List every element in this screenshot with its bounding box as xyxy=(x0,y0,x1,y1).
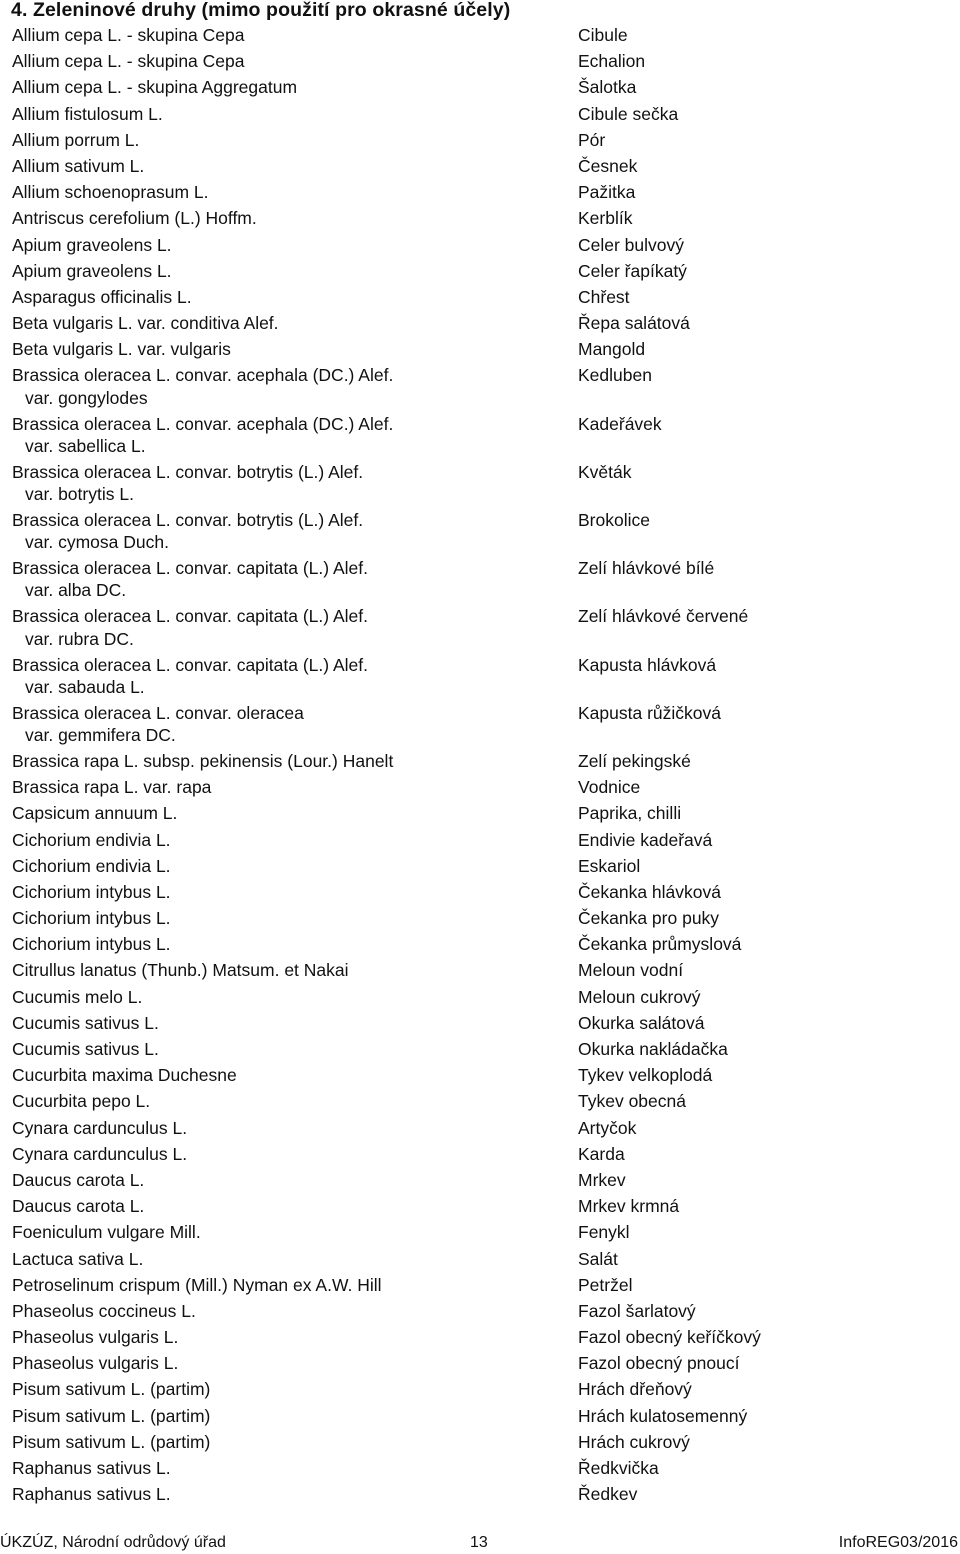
species-row xyxy=(0,1221,960,1247)
species-row xyxy=(0,103,960,129)
latin-name-line: Brassica oleracea L. convar. botrytis (L.) Alef. xyxy=(12,461,364,482)
latin-name xyxy=(12,776,572,798)
latin-name-line: Lactuca sativa L. xyxy=(12,1248,144,1269)
czech-name: Čekanka pro puky xyxy=(578,908,720,929)
czech-name: Zelí pekingské xyxy=(578,750,691,771)
latin-name-line: Cucumis melo L. xyxy=(12,986,143,1007)
latin-name xyxy=(12,1483,572,1505)
latin-name xyxy=(12,1457,572,1479)
species-row xyxy=(0,338,960,364)
latin-name-line: Phaseolus vulgaris L. xyxy=(12,1353,179,1374)
latin-name xyxy=(12,509,572,553)
latin-name-line: Phaseolus coccineus L. xyxy=(12,1300,196,1321)
latin-name-line: Brassica rapa L. var. rapa xyxy=(12,777,212,798)
latin-name xyxy=(12,155,572,177)
species-row xyxy=(0,1326,960,1352)
latin-name-line: Raphanus sativus L. xyxy=(12,1484,171,1505)
latin-name-line: Pisum sativum L. (partim) xyxy=(12,1431,211,1452)
czech-name: Kapusta růžičková xyxy=(578,702,721,723)
latin-name-line: Cucumis sativus L. xyxy=(12,1012,159,1033)
latin-name xyxy=(12,1195,572,1217)
latin-name xyxy=(12,654,572,698)
latin-variety-line: var. rubra DC. xyxy=(25,628,134,649)
species-row xyxy=(0,855,960,881)
czech-name: Kerblík xyxy=(578,208,633,229)
latin-name xyxy=(12,702,572,746)
czech-name: Ředkev xyxy=(578,1484,638,1505)
latin-name-line: Allium schoenoprasum L. xyxy=(12,182,209,203)
latin-name xyxy=(12,1064,572,1086)
species-row xyxy=(0,50,960,76)
czech-name: Čekanka průmyslová xyxy=(578,934,742,955)
latin-name xyxy=(12,1352,572,1374)
species-row xyxy=(0,1300,960,1326)
czech-name: Čekanka hlávková xyxy=(578,881,721,902)
czech-name: Celer řapíkatý xyxy=(578,260,687,281)
species-row xyxy=(0,829,960,855)
latin-name xyxy=(12,461,572,505)
species-row xyxy=(0,750,960,776)
czech-name: Kadeřávek xyxy=(578,413,662,434)
latin-name-line: Cucumis sativus L. xyxy=(12,1039,159,1059)
species-row xyxy=(0,1090,960,1116)
czech-name: Vodnice xyxy=(578,777,641,798)
czech-name: Tykev velkoplodá xyxy=(578,1065,713,1086)
latin-name xyxy=(12,1248,572,1270)
species-row xyxy=(0,907,960,933)
czech-name: Meloun cukrový xyxy=(578,986,701,1007)
species-row xyxy=(0,509,960,557)
czech-name: Kedluben xyxy=(578,365,652,386)
latin-name xyxy=(12,1274,572,1296)
species-row xyxy=(0,312,960,338)
czech-name: Řepa salátová xyxy=(578,313,690,334)
species-row xyxy=(0,260,960,286)
czech-name: Zelí hlávkové bílé xyxy=(578,558,715,579)
latin-name xyxy=(12,986,572,1008)
latin-name-line: Brassica oleracea L. convar. oleracea xyxy=(12,702,304,723)
latin-name xyxy=(12,933,572,955)
latin-name-line: Allium cepa L. - skupina Cepa xyxy=(12,51,245,72)
czech-name: Meloun vodní xyxy=(578,960,684,981)
latin-name xyxy=(12,24,572,46)
latin-name xyxy=(12,1326,572,1348)
czech-name: Petržel xyxy=(578,1274,633,1295)
latin-name xyxy=(12,750,572,772)
latin-name xyxy=(12,557,572,601)
species-row xyxy=(0,605,960,653)
latin-name-line: Cynara cardunculus L. xyxy=(12,1143,188,1164)
czech-name: Eskariol xyxy=(578,855,641,876)
czech-name: Česnek xyxy=(578,155,638,176)
species-row xyxy=(0,24,960,50)
species-row xyxy=(0,364,960,412)
species-row xyxy=(0,1169,960,1195)
species-row xyxy=(0,1431,960,1457)
latin-name-line: Citrullus lanatus (Thunb.) Matsum. et Nakai xyxy=(12,960,349,981)
species-row xyxy=(0,1378,960,1404)
latin-name-line: Cichorium intybus L. xyxy=(12,934,171,955)
latin-name-line: Brassica oleracea L. convar. acephala (DC.) Alef. xyxy=(12,365,394,386)
latin-name xyxy=(12,1090,572,1112)
czech-name: Fenykl xyxy=(578,1222,630,1243)
czech-name: Okurka salátová xyxy=(578,1012,705,1033)
latin-name-line: Daucus carota L. xyxy=(12,1196,145,1217)
footer-page-number: 13 xyxy=(470,1534,488,1551)
latin-name-line: Brassica oleracea L. convar. botrytis (L.) Alef. xyxy=(12,510,364,530)
latin-name xyxy=(12,855,572,877)
footer-publisher: ÚKZÚZ, Národní odrůdový úřad xyxy=(0,1534,226,1551)
latin-name xyxy=(12,286,572,308)
latin-name xyxy=(12,1405,572,1427)
czech-name: Fazol obecný pnoucí xyxy=(578,1353,740,1374)
latin-variety-line: var. alba DC. xyxy=(25,580,127,601)
latin-name xyxy=(12,907,572,929)
latin-name xyxy=(12,1431,572,1453)
latin-variety-line: var. gongylodes xyxy=(25,387,148,408)
czech-name: Šalotka xyxy=(578,77,637,98)
species-row xyxy=(0,207,960,233)
latin-name-line: Cichorium endivia L. xyxy=(12,855,171,876)
latin-name xyxy=(12,129,572,151)
czech-name: Fazol šarlatový xyxy=(578,1300,696,1321)
latin-name-line: Cucurbita pepo L. xyxy=(12,1091,151,1112)
latin-name xyxy=(12,959,572,981)
latin-name xyxy=(12,103,572,125)
latin-name xyxy=(12,413,572,457)
latin-name xyxy=(12,181,572,203)
latin-name-line: Cichorium intybus L. xyxy=(12,881,171,902)
czech-name: Zelí hlávkové červené xyxy=(578,606,749,627)
latin-name-line: Brassica oleracea L. convar. capitata (L.) Alef. xyxy=(12,654,369,675)
czech-name: Brokolice xyxy=(578,510,650,530)
latin-variety-line: var. botrytis L. xyxy=(25,484,134,505)
species-row xyxy=(0,234,960,260)
latin-name xyxy=(12,312,572,334)
latin-name xyxy=(12,260,572,282)
czech-name: Mrkev krmná xyxy=(578,1196,680,1217)
latin-name xyxy=(12,802,572,824)
species-row xyxy=(0,76,960,102)
czech-name: Echalion xyxy=(578,51,646,72)
czech-name: Celer bulvový xyxy=(578,234,685,255)
latin-name xyxy=(12,50,572,72)
species-row xyxy=(0,1352,960,1378)
species-row xyxy=(0,155,960,181)
species-row xyxy=(0,702,960,750)
species-row xyxy=(0,557,960,605)
species-row xyxy=(0,413,960,461)
latin-name-line: Petroselinum crispum (Mill.) Nyman ex A.W. Hill xyxy=(12,1274,382,1295)
species-row xyxy=(0,129,960,155)
species-row xyxy=(0,286,960,312)
latin-name xyxy=(12,1169,572,1191)
species-row xyxy=(0,654,960,702)
species-list xyxy=(0,24,960,1509)
latin-name-line: Phaseolus vulgaris L. xyxy=(12,1327,179,1348)
species-row xyxy=(0,181,960,207)
czech-name: Pažitka xyxy=(578,182,636,203)
latin-name-line: Antriscus cerefolium (L.) Hoffm. xyxy=(12,208,257,229)
species-row xyxy=(0,986,960,1012)
latin-name xyxy=(12,1378,572,1400)
species-row xyxy=(0,461,960,509)
latin-name xyxy=(12,1012,572,1034)
page-footer xyxy=(0,1532,960,1554)
czech-name: Mangold xyxy=(578,339,646,360)
species-row xyxy=(0,1274,960,1300)
species-row xyxy=(0,1405,960,1431)
species-row xyxy=(0,1064,960,1090)
latin-name-line: Brassica rapa L. subsp. pekinensis (Lour.) Hanelt xyxy=(12,750,394,771)
czech-name: Fazol obecný keříčkový xyxy=(578,1327,761,1348)
latin-variety-line: var. cymosa Duch. xyxy=(25,532,169,553)
latin-name-line: Asparagus officinalis L. xyxy=(12,286,192,307)
latin-name-line: Pisum sativum L. (partim) xyxy=(12,1379,211,1400)
latin-name-line: Cucurbita maxima Duchesne xyxy=(12,1065,237,1086)
species-row xyxy=(0,776,960,802)
species-row xyxy=(0,1195,960,1221)
latin-name-line: Apium graveolens L. xyxy=(12,260,172,281)
species-row xyxy=(0,881,960,907)
latin-name xyxy=(12,76,572,98)
species-row xyxy=(0,1038,960,1064)
latin-name-line: Allium porrum L. xyxy=(12,129,140,150)
latin-name-line: Beta vulgaris L. var. conditiva Alef. xyxy=(12,313,279,334)
latin-name-line: Allium cepa L. - skupina Cepa xyxy=(12,25,245,45)
czech-name: Mrkev xyxy=(578,1169,626,1190)
latin-name-line: Brassica oleracea L. convar. capitata (L.) Alef. xyxy=(12,606,369,627)
czech-name: Kapusta hlávková xyxy=(578,654,717,675)
czech-name: Okurka nakládačka xyxy=(578,1039,728,1059)
latin-name xyxy=(12,207,572,229)
species-row xyxy=(0,1457,960,1483)
latin-name-line: Cichorium endivia L. xyxy=(12,829,171,850)
latin-name-line: Foeniculum vulgare Mill. xyxy=(12,1222,201,1243)
species-row xyxy=(0,959,960,985)
latin-name xyxy=(12,1221,572,1243)
czech-name: Karda xyxy=(578,1143,625,1164)
latin-name-line: Allium fistulosum L. xyxy=(12,103,163,124)
latin-name-line: Pisum sativum L. (partim) xyxy=(12,1405,211,1426)
latin-name xyxy=(12,1038,572,1060)
latin-name-line: Allium sativum L. xyxy=(12,155,145,176)
species-row xyxy=(0,1117,960,1143)
species-row xyxy=(0,933,960,959)
latin-name xyxy=(12,829,572,851)
footer-issue: InfoREG03/2016 xyxy=(838,1534,958,1551)
latin-name-line: Cichorium intybus L. xyxy=(12,908,171,929)
latin-name xyxy=(12,364,572,408)
section-heading: 4. Zeleninové druhy (mimo použití pro okrasné účely) xyxy=(11,0,511,21)
czech-name: Ředkvička xyxy=(578,1458,659,1478)
latin-name-line: Cynara cardunculus L. xyxy=(12,1117,188,1138)
czech-name: Pór xyxy=(578,129,606,150)
species-row xyxy=(0,1012,960,1038)
latin-name xyxy=(12,338,572,360)
czech-name: Hrách kulatosemenný xyxy=(578,1405,748,1426)
czech-name: Cibule sečka xyxy=(578,103,679,124)
latin-name xyxy=(12,605,572,649)
czech-name: Hrách dřeňový xyxy=(578,1379,692,1400)
species-row xyxy=(0,1248,960,1274)
czech-name: Salát xyxy=(578,1248,618,1269)
latin-name-line: Daucus carota L. xyxy=(12,1169,145,1190)
species-row xyxy=(0,1483,960,1509)
latin-name-line: Brassica oleracea L. convar. capitata (L.) Alef. xyxy=(12,558,369,579)
latin-variety-line: var. sabellica L. xyxy=(25,435,146,456)
latin-name-line: Brassica oleracea L. convar. acephala (DC.) Alef. xyxy=(12,413,394,434)
latin-name xyxy=(12,234,572,256)
latin-name xyxy=(12,1143,572,1165)
latin-name-line: Raphanus sativus L. xyxy=(12,1458,171,1478)
latin-name xyxy=(12,1300,572,1322)
latin-name xyxy=(12,881,572,903)
czech-name: Artyčok xyxy=(578,1117,637,1138)
species-row xyxy=(0,802,960,828)
czech-name: Hrách cukrový xyxy=(578,1431,690,1452)
czech-name: Endivie kadeřavá xyxy=(578,829,713,850)
czech-name: Chřest xyxy=(578,286,630,307)
latin-variety-line: var. gemmifera DC. xyxy=(25,724,176,745)
czech-name: Tykev obecná xyxy=(578,1091,686,1112)
latin-variety-line: var. sabauda L. xyxy=(25,676,145,697)
species-row xyxy=(0,1143,960,1169)
latin-name-line: Capsicum annuum L. xyxy=(12,803,178,824)
czech-name: Paprika, chilli xyxy=(578,803,682,824)
latin-name xyxy=(12,1117,572,1139)
latin-name-line: Beta vulgaris L. var. vulgaris xyxy=(12,339,231,360)
latin-name-line: Apium graveolens L. xyxy=(12,234,172,255)
latin-name-line: Allium cepa L. - skupina Aggregatum xyxy=(12,77,298,98)
czech-name: Květák xyxy=(578,461,632,482)
czech-name: Cibule xyxy=(578,25,628,45)
